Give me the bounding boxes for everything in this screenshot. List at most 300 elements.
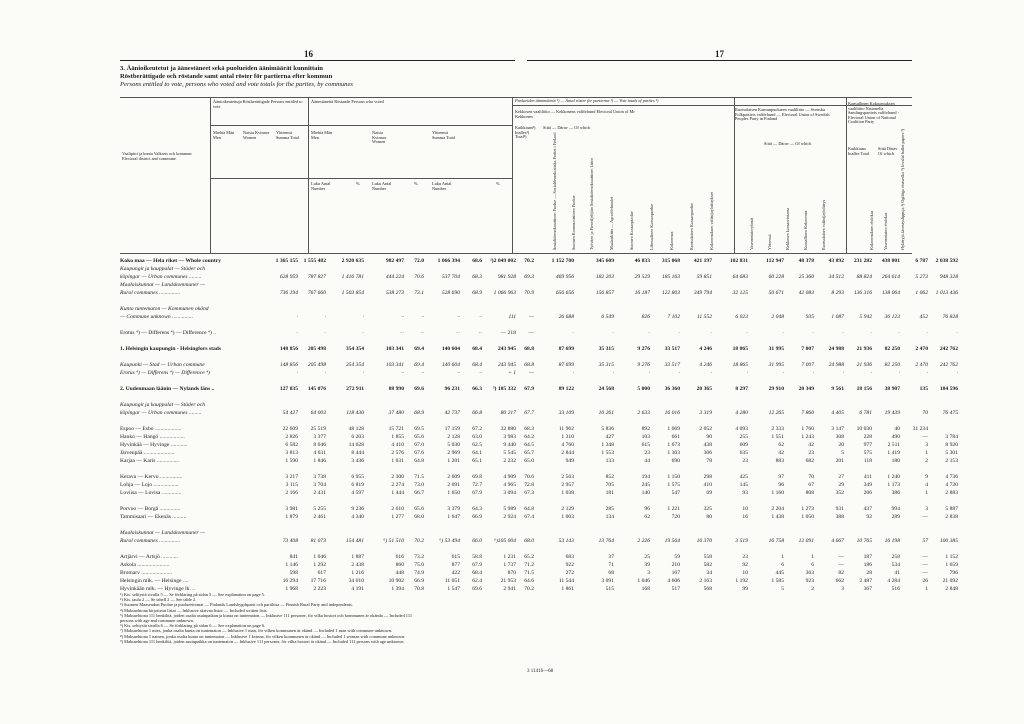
table-cell: 5 030 bbox=[447, 442, 460, 448]
table-cell: 264 614 bbox=[881, 274, 900, 280]
table-cell: ·· bbox=[456, 330, 460, 336]
footnote: ²) Kts. taulu 2 — Se tabell 2 — See table 2. bbox=[120, 597, 197, 603]
table-cell: 3 147 bbox=[831, 426, 844, 432]
table-cell: 421 197 bbox=[693, 258, 712, 264]
table-cell: 7 007 bbox=[801, 346, 814, 352]
table-cell: 2 883 bbox=[945, 490, 958, 496]
pct-header: % bbox=[496, 181, 500, 186]
table-cell: 24 568 bbox=[598, 386, 614, 392]
table-row bbox=[120, 377, 912, 385]
table-cell: 2 431 bbox=[313, 490, 326, 496]
vertical-header: Kokoomus bbox=[669, 231, 674, 250]
table-cell: 6 203 bbox=[351, 434, 364, 440]
table-cell: — bbox=[922, 562, 928, 568]
table-cell: 3 436 bbox=[351, 458, 364, 464]
table-cell: · bbox=[870, 330, 872, 336]
table-cell: 1 216 bbox=[351, 570, 364, 576]
table-cell: · bbox=[324, 330, 326, 336]
table-row bbox=[120, 497, 912, 505]
table-cell: 5 836 bbox=[601, 426, 614, 432]
table-cell: 315 068 bbox=[661, 258, 680, 264]
table-cell: 70.2 bbox=[524, 586, 534, 592]
table-cell: 2 826 bbox=[285, 434, 298, 440]
table-cell: 65.2 bbox=[524, 554, 534, 560]
table-cell: 5 273 bbox=[915, 274, 928, 280]
table-cell: 67.9 bbox=[524, 386, 534, 392]
table-cell: 243 945 bbox=[497, 346, 516, 352]
table-row bbox=[120, 441, 958, 449]
table-cell: 5 301 bbox=[945, 450, 958, 456]
number-header: Luku Antal Number bbox=[372, 181, 392, 191]
table-cell: 187 bbox=[863, 554, 872, 560]
table-cell: 133 bbox=[605, 458, 614, 464]
table-cell: 21 936 bbox=[856, 362, 872, 368]
table-cell: 662 bbox=[835, 578, 844, 584]
table-row bbox=[120, 553, 958, 561]
table-row bbox=[120, 545, 912, 553]
table-cell: 167 bbox=[671, 570, 680, 576]
table-cell: · bbox=[612, 370, 614, 376]
table-cell: · bbox=[296, 370, 298, 376]
vertical-header: Suomen Kansanpuolue bbox=[629, 211, 634, 250]
table-cell: 1 173 bbox=[887, 482, 900, 488]
table-cell: 145 076 bbox=[307, 386, 326, 392]
table-cell: 1 046 bbox=[637, 578, 650, 584]
table-cell: 3 217 bbox=[285, 474, 298, 480]
table-row bbox=[120, 425, 928, 433]
table-cell: 616 bbox=[395, 554, 404, 560]
table-cell: 29 910 bbox=[768, 386, 784, 392]
row-label: köpingar — Urban communes ......... bbox=[120, 410, 202, 416]
table-row bbox=[120, 281, 912, 289]
table-row bbox=[120, 297, 912, 305]
table-cell: 62.5 bbox=[472, 442, 482, 448]
table-cell: 427 bbox=[605, 434, 614, 440]
row-label: Bromarv ...................... bbox=[120, 570, 173, 576]
table-cell: 138 064 bbox=[881, 290, 900, 296]
table-cell: 93 bbox=[742, 490, 748, 496]
table-cell: 73.2 bbox=[414, 554, 424, 560]
table-cell: 48 128 bbox=[348, 426, 364, 432]
vertical-header: Sosialidemokraattinen Puolue — Socialdemokratiska Partiet i Finland bbox=[552, 132, 557, 250]
table-cell: 1 003 bbox=[561, 514, 574, 520]
table-cell: 134 bbox=[605, 514, 614, 520]
table-cell: · bbox=[296, 314, 298, 320]
table-cell: ⁶) 53 494 bbox=[439, 538, 460, 544]
table-cell: 74.9 bbox=[414, 570, 424, 576]
table-cell: 558 bbox=[703, 554, 712, 560]
table-cell: 656 656 bbox=[555, 290, 574, 296]
table-cell: 102 831 bbox=[729, 258, 748, 264]
footnote: ⁹) Maksuehtona 111 henkilöä, joiden asuinpaikka on tuntematon — Inklusive 111 personer, för vilka bostort är okänd — Included 111 persons with age unknown. bbox=[120, 638, 405, 644]
table-cell: — bbox=[922, 554, 928, 560]
table-cell: 63.0 bbox=[472, 434, 482, 440]
table-row bbox=[120, 561, 958, 569]
table-cell: 617 bbox=[317, 570, 326, 576]
table-cell: 977 bbox=[863, 442, 872, 448]
table-cell: 6 787 bbox=[915, 258, 928, 264]
table-cell: 245 bbox=[641, 482, 650, 488]
table-cell: 1 243 bbox=[801, 434, 814, 440]
table-cell: 258 bbox=[891, 554, 900, 560]
table-cell: 1 062 bbox=[915, 290, 928, 296]
title-finnish: 3. Äänioikeutetut ja äänestäneet sekä puolueiden äänimäärät kunnittain bbox=[120, 65, 323, 72]
table-cell: · bbox=[362, 370, 364, 376]
table-cell: 981 928 bbox=[497, 274, 516, 280]
table-cell: 64 683 bbox=[732, 274, 748, 280]
table-cell: 547 bbox=[671, 490, 680, 496]
table-row bbox=[120, 337, 912, 345]
table-cell: 9 276 bbox=[637, 362, 650, 368]
table-cell: 38 907 bbox=[884, 386, 900, 392]
footnote: ³) Suomen Maaseudun Puolue ja puolueettomat — Finlands Landsbygdsparti och partilösa — Finnish Rural Party and independents. bbox=[120, 602, 353, 608]
number-header: Luku Antal Number bbox=[311, 181, 331, 191]
table-cell: 2 438 bbox=[351, 562, 364, 568]
table-cell: 1 146 bbox=[285, 562, 298, 568]
table-cell: 140 604 bbox=[441, 362, 460, 368]
table-cell: 2 920 635 bbox=[341, 258, 364, 264]
table-cell: 982 497 bbox=[385, 258, 404, 264]
table-cell: 3 319 bbox=[699, 410, 712, 416]
table-cell: 9 236 bbox=[351, 506, 364, 512]
table-cell: 6 781 bbox=[859, 410, 872, 416]
table-cell: 87 699 bbox=[558, 346, 574, 352]
table-cell: 4 410 bbox=[391, 442, 404, 448]
table-cell: 64.6 bbox=[524, 578, 534, 584]
table-cell: 2 844 bbox=[561, 450, 574, 456]
table-cell: 18 865 bbox=[732, 362, 748, 368]
table-row bbox=[120, 345, 958, 353]
table-cell: 8 293 bbox=[831, 290, 844, 296]
table-cell: 64.8 bbox=[414, 458, 424, 464]
table-cell: 231 282 bbox=[853, 258, 872, 264]
table-cell: · bbox=[324, 314, 326, 320]
table-row bbox=[120, 401, 912, 409]
table-cell: 8 046 bbox=[313, 442, 326, 448]
table-cell: 425 bbox=[739, 474, 748, 480]
table-cell: ⁶) 51 510 bbox=[383, 538, 404, 544]
table-cell: 272 bbox=[565, 570, 574, 576]
table-cell: 1 bbox=[781, 554, 784, 560]
table-cell: 923 bbox=[805, 578, 814, 584]
table-cell: 2 838 bbox=[945, 514, 958, 520]
table-cell: 10 765 bbox=[856, 538, 872, 544]
table-cell: 1 555 482 bbox=[303, 258, 326, 264]
table-cell: 2 300 bbox=[391, 474, 404, 480]
table-cell: 22 609 bbox=[282, 426, 298, 432]
table-cell: 80 bbox=[706, 514, 712, 520]
table-cell: 1 bbox=[925, 490, 928, 496]
table-cell: 31 234 bbox=[912, 426, 928, 432]
table-cell: 615 bbox=[451, 554, 460, 560]
table-cell: 70.9 bbox=[524, 290, 534, 296]
top-rule-right bbox=[527, 60, 912, 61]
voted-header: Äänestäneitä Röstande Persons who voted bbox=[311, 99, 384, 104]
table-cell: 1 547 bbox=[447, 586, 460, 592]
vertical-header: Suomen Kommunistinen Puolue bbox=[571, 195, 576, 250]
table-row bbox=[120, 417, 912, 425]
table-cell: 69.4 bbox=[414, 346, 424, 352]
table-cell: · bbox=[678, 370, 680, 376]
table-cell: 68.4 bbox=[472, 570, 482, 576]
table-cell: 53 143 bbox=[558, 538, 574, 544]
table-cell: · bbox=[812, 330, 814, 336]
table-cell: 9 bbox=[925, 474, 928, 480]
table-cell: 6 549 bbox=[601, 314, 614, 320]
table-cell: 31 995 bbox=[768, 362, 784, 368]
table-cell: 2 848 bbox=[945, 586, 958, 592]
table-cell: 33 109 bbox=[558, 410, 574, 416]
table-cell: · bbox=[746, 330, 748, 336]
table-cell: 70 bbox=[808, 474, 814, 480]
table-row bbox=[120, 513, 958, 521]
table-cell: 3 519 bbox=[735, 538, 748, 544]
table-cell: 6 bbox=[811, 562, 814, 568]
table-cell: 41 bbox=[894, 570, 900, 576]
table-cell: — bbox=[838, 562, 844, 568]
table-cell: 10 030 bbox=[856, 426, 872, 432]
table-cell: 4 631 bbox=[313, 450, 326, 456]
table-cell: 12 265 bbox=[768, 410, 784, 416]
table-cell: 628 959 bbox=[279, 274, 298, 280]
table-cell: ⁶)105 004 bbox=[494, 538, 516, 544]
table-cell: 363 bbox=[805, 570, 814, 576]
row-label: Karjaa — Karis ................ bbox=[120, 458, 180, 464]
table-cell: 24 988 bbox=[828, 346, 844, 352]
table-cell: 1 160 bbox=[771, 490, 784, 496]
table-cell: 201 bbox=[835, 458, 844, 464]
table-cell: 6 bbox=[781, 562, 784, 568]
table-cell: 46 833 bbox=[634, 258, 650, 264]
table-cell: 42 737 bbox=[444, 410, 460, 416]
table-cell: 5 bbox=[781, 586, 784, 592]
table-cell: 145 bbox=[739, 482, 748, 488]
table-cell: 3 379 bbox=[447, 506, 460, 512]
table-cell: 67.9 bbox=[472, 490, 482, 496]
table-cell: — bbox=[838, 554, 844, 560]
table-cell: 180 bbox=[891, 458, 900, 464]
row-label: Rural communes ............... bbox=[120, 538, 181, 544]
table-cell: 17 716 bbox=[310, 578, 326, 584]
table-cell: 71 bbox=[608, 562, 614, 568]
table-cell: 516 bbox=[891, 586, 900, 592]
table-cell: 16 016 bbox=[664, 410, 680, 416]
table-cell: 43 892 bbox=[828, 258, 844, 264]
table-cell: 796 bbox=[949, 570, 958, 576]
table-cell: 452 bbox=[919, 314, 928, 320]
table-cell: 75.0 bbox=[414, 562, 424, 568]
footnote: ⁵) Maksuehtona 111 henkilöä, joiden osalta asuinpaikan ja kunta on tuntematon — Inklusive 111 personer, för vilka bostort och kommunen är okända — Included 111 persons with age and commune unknown. bbox=[120, 612, 413, 624]
table-cell: 6 582 bbox=[285, 442, 298, 448]
table-cell: · bbox=[898, 370, 900, 376]
table-cell: 39 bbox=[644, 562, 650, 568]
table-row bbox=[120, 305, 912, 313]
table-cell: 68.4 bbox=[472, 346, 482, 352]
men-header: Miehiä Män Men bbox=[213, 130, 235, 140]
vertical-header: Kokoomuksen valitsijayhdistykset bbox=[709, 192, 714, 250]
table-row bbox=[120, 321, 912, 329]
table-cell: 285 bbox=[605, 506, 614, 512]
table-row bbox=[120, 457, 958, 465]
table-cell: 582 bbox=[703, 562, 712, 568]
table-cell: 87 699 bbox=[558, 362, 574, 368]
table-cell: 3 bbox=[841, 586, 844, 592]
table-cell: 5 545 bbox=[503, 450, 516, 456]
table-cell: 1 046 bbox=[313, 554, 326, 560]
table-cell: 33 517 bbox=[664, 346, 680, 352]
table-cell: 2 609 bbox=[447, 474, 460, 480]
table-cell: 67.6 bbox=[414, 450, 424, 456]
table-cell: 65.6 bbox=[414, 434, 424, 440]
table-cell: 5 000 bbox=[637, 386, 650, 392]
vertical-header: Vasemmistoryhmät bbox=[749, 217, 754, 250]
table-cell: 25 519 bbox=[310, 426, 326, 432]
table-cell: 2 153 bbox=[945, 458, 958, 464]
table-cell: 1 277 bbox=[391, 514, 404, 520]
table-row bbox=[120, 505, 958, 513]
row-label: Maalaiskunnat — Landskommuner — bbox=[120, 530, 205, 536]
table-cell: 1 069 bbox=[667, 426, 680, 432]
row-label: Rural communes ............... bbox=[120, 290, 181, 296]
table-cell: 34 512 bbox=[828, 274, 844, 280]
page-number-left: 16 bbox=[304, 49, 313, 59]
row-label: Kaupunki — Stad — Urban commune bbox=[120, 362, 205, 368]
pct-header: % bbox=[356, 181, 360, 186]
table-cell: 136 316 bbox=[853, 290, 872, 296]
table-cell: 242 762 bbox=[939, 362, 958, 368]
table-cell: 122 803 bbox=[661, 290, 680, 296]
table-cell: 33 517 bbox=[664, 362, 680, 368]
col-divider bbox=[512, 97, 513, 253]
table-cell: 206 bbox=[863, 490, 872, 496]
table-cell: 1 846 bbox=[313, 458, 326, 464]
table-cell: 860 bbox=[395, 562, 404, 568]
table-cell: 2 633 bbox=[637, 410, 650, 416]
table-cell: 1 650 bbox=[447, 490, 460, 496]
table-cell: 5 887 bbox=[945, 506, 958, 512]
table-cell: 168 bbox=[641, 586, 650, 592]
table-cell: ·· bbox=[421, 370, 424, 376]
table-cell: · bbox=[926, 370, 928, 376]
table-cell: 20 bbox=[838, 442, 844, 448]
print-code: 3 11416—68 bbox=[527, 669, 554, 674]
table-cell: 82 250 bbox=[884, 346, 900, 352]
table-cell: 69.4 bbox=[414, 362, 424, 368]
table-cell: 1 760 bbox=[801, 426, 814, 432]
table-row bbox=[120, 521, 912, 529]
table-cell: 469 956 bbox=[555, 274, 574, 280]
table-cell: 1 879 bbox=[285, 514, 298, 520]
number-header: Luku Antal Number bbox=[432, 181, 452, 191]
table-cell: 68.8 bbox=[524, 362, 534, 368]
row-label: Askola ....................... bbox=[120, 562, 170, 568]
voted-women-header: Naisia Kvinnor Women bbox=[372, 130, 387, 145]
table-cell: 2 470 bbox=[915, 346, 928, 352]
table-cell: 1 192 bbox=[735, 578, 748, 584]
table-cell: 66.9 bbox=[414, 578, 424, 584]
table-cell: 2 bbox=[811, 586, 814, 592]
table-cell: 2 563 bbox=[561, 474, 574, 480]
row-label: 2. Uudenmaan läänin — Nylands läns .. bbox=[120, 386, 215, 392]
table-cell: 68.8 bbox=[524, 346, 534, 352]
table-cell: 8 920 bbox=[945, 442, 958, 448]
table-cell: 1 647 bbox=[447, 514, 460, 520]
table-cell: 228 bbox=[863, 434, 872, 440]
table-cell: 70.6 bbox=[524, 474, 534, 480]
table-cell: 67 bbox=[808, 482, 814, 488]
table-cell: 32 880 bbox=[500, 426, 516, 432]
row-label: Koko maa — Hela riket — Whole country bbox=[120, 258, 222, 264]
footnote: ⁶) Kts. selitystä sivulla 6 — Se förklaring på sidan 6 — See explanation on page 6. bbox=[120, 623, 266, 629]
table-cell: 28 bbox=[866, 570, 872, 576]
table-cell: 11 552 bbox=[697, 314, 712, 320]
table-cell: 69 bbox=[706, 490, 712, 496]
table-cell: 2 957 bbox=[561, 482, 574, 488]
table-cell: 2 941 bbox=[503, 586, 516, 592]
table-cell: 575 bbox=[863, 450, 872, 456]
table-cell: · bbox=[362, 330, 364, 336]
table-cell: 42 083 bbox=[798, 290, 814, 296]
col-divider bbox=[308, 97, 309, 253]
table-cell: 35 315 bbox=[598, 362, 614, 368]
table-row bbox=[120, 577, 958, 585]
table-cell: 4 bbox=[925, 482, 928, 488]
table-cell: 2 038 592 bbox=[935, 258, 958, 264]
table-cell: 1 031 bbox=[391, 458, 404, 464]
table-cell: 1 887 bbox=[351, 554, 364, 560]
table-cell: 537 704 bbox=[441, 274, 460, 280]
table-cell: 20 349 bbox=[798, 386, 814, 392]
table-cell: 1 240 bbox=[887, 474, 900, 480]
table-cell: 1 201 bbox=[447, 458, 460, 464]
table-cell: 82 bbox=[838, 570, 844, 576]
table-cell: 1 152 bbox=[945, 554, 958, 560]
table-cell: 21 092 bbox=[942, 578, 958, 584]
table-cell: 103 341 bbox=[385, 346, 404, 352]
table-cell: 448 bbox=[395, 570, 404, 576]
table-cell: 892 bbox=[641, 426, 650, 432]
vertical-header: Ruotsalainen valitsijayhdistys bbox=[821, 199, 826, 250]
table-cell: · bbox=[898, 330, 900, 336]
table-cell: 1 855 bbox=[391, 434, 404, 440]
table-cell: 6 955 bbox=[351, 474, 364, 480]
table-cell: 1 303 bbox=[667, 450, 680, 456]
row-label: Lohja — Lojo .................. bbox=[120, 482, 179, 488]
table-cell: 1 231 bbox=[503, 554, 516, 560]
table-cell: 883 bbox=[775, 458, 784, 464]
table-cell: 5 255 bbox=[313, 506, 326, 512]
table-cell: 1 438 bbox=[771, 514, 784, 520]
table-cell: 808 bbox=[805, 490, 814, 496]
table-cell: 70.6 bbox=[414, 274, 424, 280]
table-cell: 437 bbox=[863, 506, 872, 512]
table-cell: 65.7 bbox=[524, 450, 534, 456]
table-cell: 135 bbox=[919, 386, 928, 392]
table-cell: 70.8 bbox=[414, 586, 424, 592]
ruotsal-header: Ruotsalaisen Kansanpuolueen vaaliliitto — Svenska Folkpartiets valförbund — Electoral Union of Swedish Peoples Party in Finland bbox=[735, 107, 830, 122]
table-cell: 386 bbox=[891, 490, 900, 496]
table-cell: 349 794 bbox=[693, 290, 712, 296]
table-cell: 66.7 bbox=[414, 490, 424, 496]
row-label: Maalaiskunnat — Landskommuner — bbox=[120, 282, 205, 288]
table-cell: 1 553 bbox=[601, 450, 614, 456]
vertical-header: Vasemmiston ehdokas bbox=[883, 212, 888, 250]
title-english: Persons entitled to vote, persons who voted and vote totals for the parties, by communes bbox=[120, 81, 353, 88]
table-cell: ·· bbox=[401, 314, 404, 320]
table-cell: 3 bbox=[647, 570, 650, 576]
table-title bbox=[120, 65, 520, 89]
table-cell: 11 544 bbox=[558, 578, 574, 584]
